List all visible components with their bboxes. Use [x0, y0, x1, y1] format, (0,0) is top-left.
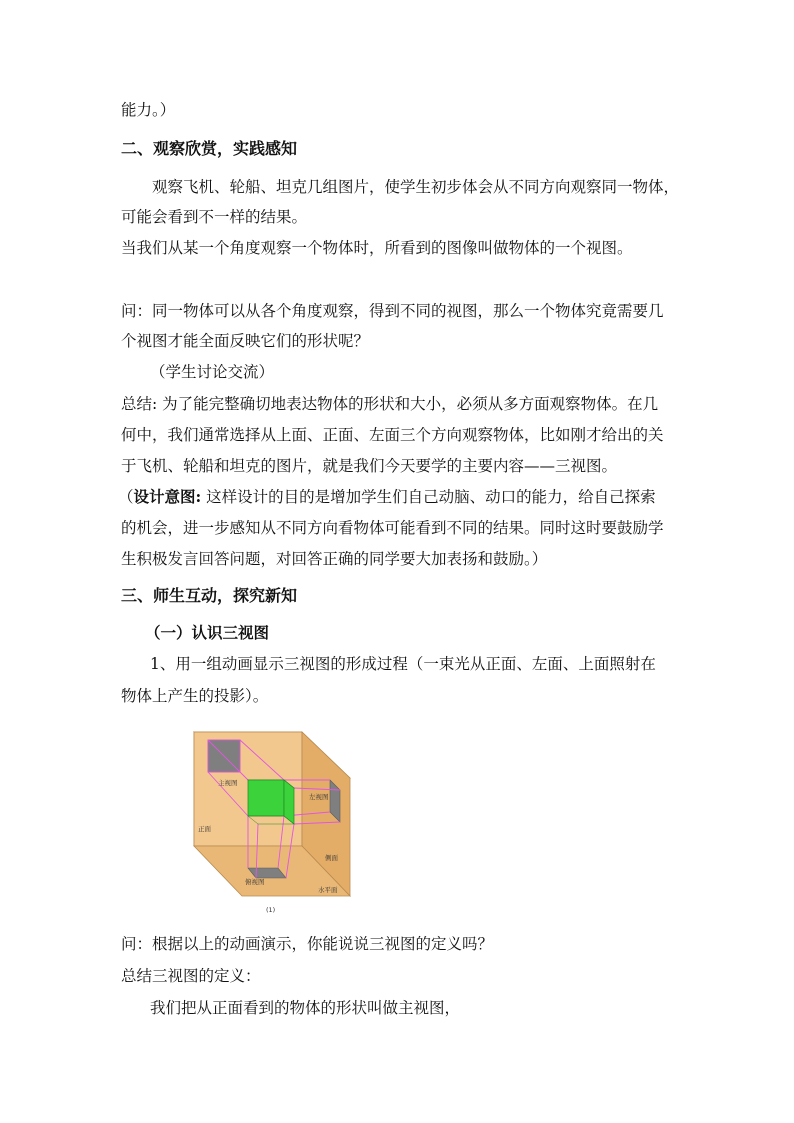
design-intent-label: 设计意图: [133, 487, 202, 506]
label-left-view: 左视图 [309, 793, 329, 801]
label-horizontal: 水平面 [318, 886, 338, 894]
section-heading-interact: 三、师生互动，探究新知 [121, 586, 298, 605]
question-1-line-2: 个视图才能全面反映它们的形状呢？ [121, 332, 370, 350]
label-front: 正面 [198, 825, 211, 833]
discussion-note: （学生讨论交流） [150, 363, 275, 381]
design-intent-line-2: 的机会，进一步感知从不同方向看物体可能看到不同的结果。同时这时要鼓励学 [121, 519, 664, 537]
design-intent-line-3: 生积极发言回答问题，对回答正确的同学要大加表扬和鼓励。） [121, 550, 548, 568]
summary-definition-heading: 总结三视图的定义： [121, 967, 261, 985]
three-view-projection-figure [190, 728, 360, 918]
question-2: 问：根据以上的动画演示，你能说说三视图的定义吗？ [121, 935, 494, 953]
paragraph-animation-line-2: 物体上产生的投影）。 [121, 687, 269, 705]
question-1-line-1: 问：同一物体可以从各个角度观察，得到不同的视图，那么一个物体究竟需要几 [121, 302, 664, 320]
summary-line-3: 于飞机、轮船和坦克的图片，就是我们今天要学的主要内容——三视图。 [121, 457, 618, 475]
design-intent-open-paren: （ [118, 488, 134, 506]
section-heading-observe: 二、观察欣赏，实践感知 [121, 139, 298, 158]
projection-box-diagram [190, 728, 360, 918]
figure-caption: (1) [266, 906, 276, 914]
paragraph-continuation: 能力。） [121, 101, 176, 119]
summary-line-1 [121, 394, 681, 414]
subsection-heading-three-views: （一）认识三视图 [145, 623, 270, 642]
label-main-view: 主视图 [218, 779, 238, 787]
summary-line-2: 何中，我们通常选择从上面、正面、左面三个方向观察物体，比如刚才给出的关 [121, 426, 664, 444]
design-intent-line-1 [118, 487, 678, 507]
label-top-view: 俯视图 [245, 878, 265, 886]
cube-front-face [248, 780, 284, 816]
design-intent-text-1: 这样设计的目的是增加学生们自己动脑、动口的能力，给自己探索 [201, 488, 656, 506]
label-side: 侧面 [325, 854, 338, 862]
paragraph-animation-line-1: 1、用一组动画显示三视图的形成过程（一束光从正面、左面、上面照射在 [150, 655, 656, 673]
paragraph-main-view: 我们把从正面看到的物体的形状叫做主视图， [150, 999, 461, 1017]
paragraph-view-definition: 当我们从某一个角度观察一个物体时，所看到的图像叫做物体的一个视图。 [121, 239, 633, 257]
paragraph-observe-line-1: 观察飞机、轮船、坦克几组图片，使学生初步体会从不同方向观察同一物体， [152, 178, 680, 196]
summary-text-1: 为了能完整确切地表达物体的形状和大小，必须从多方面观察物体。在几 [157, 395, 659, 413]
paragraph-observe-line-2: 可能会看到不一样的结果。 [121, 208, 308, 226]
summary-label: 总结: [121, 395, 158, 413]
